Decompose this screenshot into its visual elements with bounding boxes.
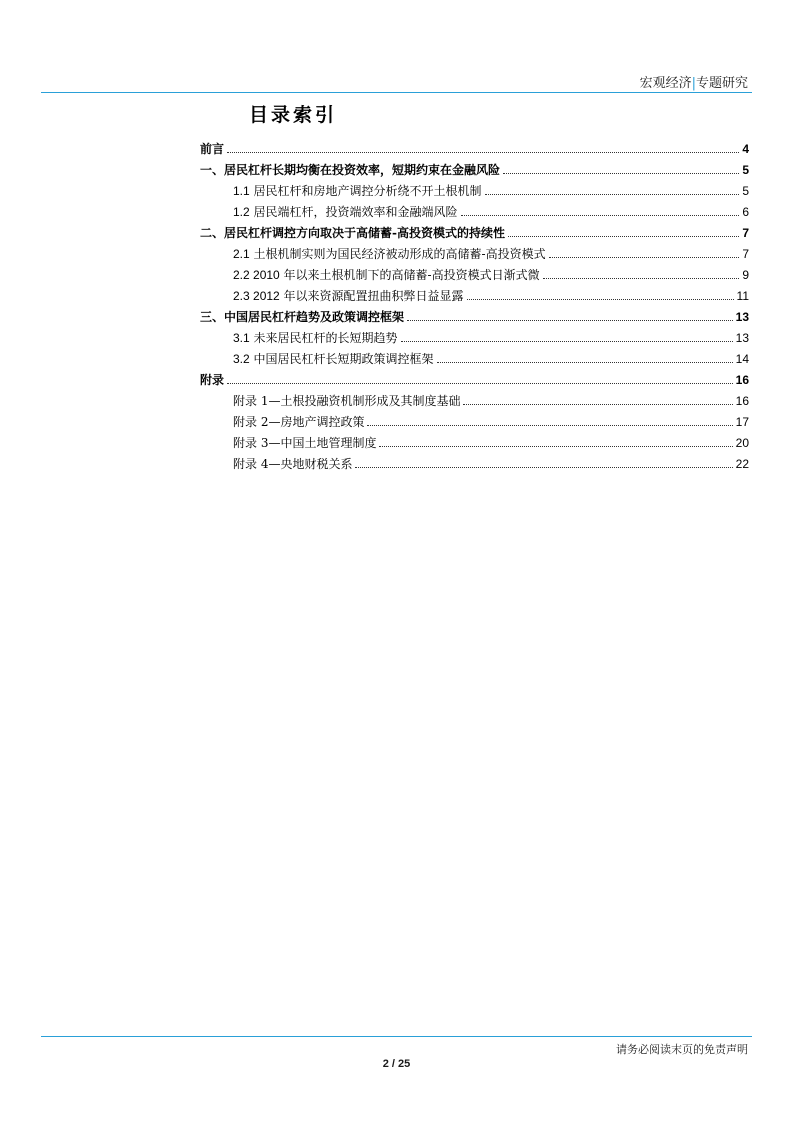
toc-entry-page: 5 [742,184,749,198]
toc-entry-label: 三、中国居民杠杆趋势及政策调控框架 [200,310,405,324]
toc-leader-dots [401,341,733,342]
toc-entry-page: 16 [735,373,749,387]
toc-entry-page: 13 [735,310,749,324]
toc-entry-text: 未来居民杠杆的长短期趋势 [253,331,398,345]
toc-entry-text: 年以来资源配置扭曲积弊日益显露 [283,289,464,303]
toc-entry-page: 7 [742,247,749,261]
toc-entry-number: 2.2 2010 [233,268,280,282]
toc-entry-appendix[interactable] [200,367,749,388]
header-category: 专题研究 [695,76,748,91]
toc-entry-label [233,288,464,304]
toc-entry-text: 土根机制实则为国民经济被动形成的高储蓄-高投资模式 [253,247,546,261]
toc-entry-page: 9 [742,268,749,282]
report-category-header [640,72,748,91]
footer-disclaimer: 请务必阅读末页的免责声明 [616,1043,748,1056]
toc-leader-dots [549,257,740,258]
toc-entry-label: 二、居民杠杆调控方向取决于高储蓄-高投资模式的持续性 [200,226,505,240]
toc-entry-page: 5 [742,163,749,177]
toc-entry-text: 居民杠杆和房地产调控分析绕不开土根机制 [253,184,482,198]
toc-entry-label: 附录 1—土根投融资机制形成及其制度基础 [233,394,461,408]
page-number: 2 / 25 [382,1058,411,1070]
header-separator: | [691,76,696,91]
toc-entry-label: 附录 4—央地财税关系 [233,457,353,471]
toc-leader-dots [355,467,732,468]
toc-entry-label: 前言 [200,142,225,156]
toc-entry-appendix-1[interactable] [200,388,749,409]
toc-entry-number: 1.1 [233,184,250,198]
toc-entry-page: 14 [735,352,749,366]
toc-leader-dots [503,173,739,174]
toc-entry-2-1[interactable] [200,241,749,262]
toc-entry-number: 1.2 [233,205,250,219]
toc-leader-dots [467,299,734,300]
toc-entry-preface[interactable] [200,136,749,157]
toc-entry-label [233,183,482,199]
toc-entry-text: 居民端杠杆，投资端效率和金融端风险 [253,205,458,219]
table-of-contents [200,136,749,472]
toc-entry-appendix-2[interactable] [200,409,749,430]
toc-entry-2-2[interactable] [200,262,749,283]
toc-leader-dots [437,362,733,363]
toc-title: 目录索引 [249,104,338,126]
toc-leader-dots [379,446,732,447]
toc-entry-page: 6 [742,205,749,219]
toc-entry-page: 13 [735,331,749,345]
toc-entry-3-1[interactable] [200,325,749,346]
toc-entry-page: 11 [736,289,749,303]
toc-entry-page: 17 [735,415,749,429]
toc-entry-label: 一、居民杠杆长期均衡在投资效率，短期约束在金融风险 [200,163,501,177]
toc-entry-label: 附录 2—房地产调控政策 [233,415,365,429]
toc-entry-page: 16 [735,394,749,408]
header-divider [41,92,752,93]
toc-entry-1-2[interactable] [200,199,749,220]
toc-entry-label [233,330,398,346]
toc-entry-number: 2.3 2012 [233,289,280,303]
toc-entry-text: 中国居民杠杆长短期政策调控框架 [253,352,434,366]
toc-entry-page: 4 [742,142,749,156]
toc-entry-section-3[interactable] [200,304,749,325]
toc-leader-dots [463,404,732,405]
toc-entry-label [233,267,540,283]
toc-leader-dots [227,383,733,384]
toc-entry-page: 22 [735,457,749,471]
toc-entry-text: 年以来土根机制下的高储蓄-高投资模式日渐式微 [283,268,540,282]
toc-entry-number: 2.1 [233,247,250,261]
toc-entry-label [233,204,458,220]
toc-entry-1-1[interactable] [200,178,749,199]
toc-entry-number: 3.1 [233,331,250,345]
toc-entry-appendix-3[interactable] [200,430,749,451]
toc-leader-dots [461,215,740,216]
toc-entry-section-1[interactable] [200,157,749,178]
toc-leader-dots [485,194,740,195]
toc-entry-2-3[interactable] [200,283,749,304]
toc-entry-page: 20 [735,436,749,450]
toc-entry-number: 3.2 [233,352,250,366]
toc-entry-page: 7 [742,226,749,240]
header-brand: 宏观经济 [639,76,692,91]
toc-entry-label [233,246,546,262]
toc-entry-3-2[interactable] [200,346,749,367]
toc-entry-label: 附录 [200,373,225,387]
toc-entry-label: 附录 3—中国土地管理制度 [233,436,377,450]
toc-entry-label [233,351,434,367]
footer-divider [41,1036,752,1037]
toc-leader-dots [367,425,732,426]
toc-leader-dots [508,236,739,237]
toc-entry-section-2[interactable] [200,220,749,241]
toc-leader-dots [407,320,733,321]
toc-entry-appendix-4[interactable] [200,451,749,472]
toc-leader-dots [227,152,739,153]
toc-leader-dots [543,278,740,279]
